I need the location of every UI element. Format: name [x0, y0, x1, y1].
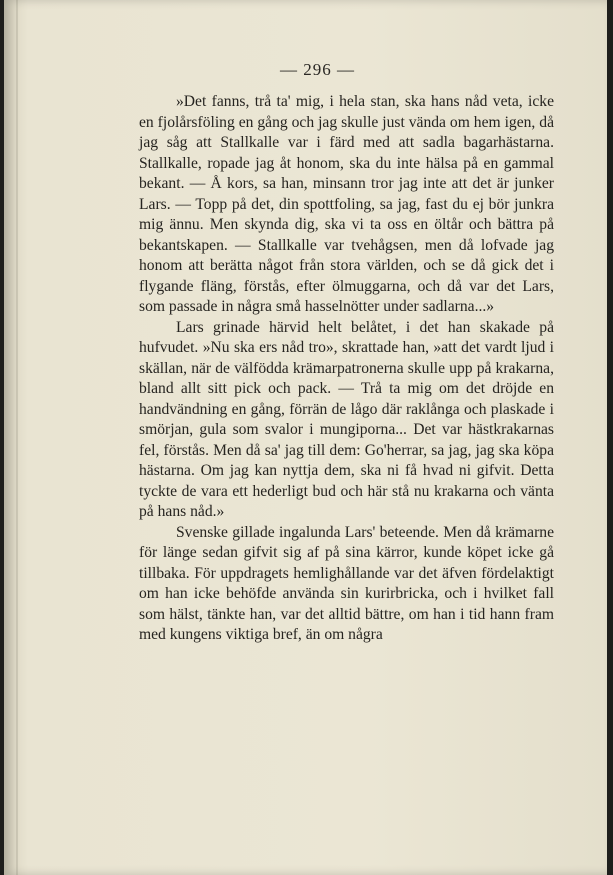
paragraph-1: »Det fanns, trå ta' mig, i hela stan, ska hans nåd veta, icke en fjolårsföling en gång och jag skulle just vända om hem igen, då jag såg att Stallkalle var i färd med att sadla bagarhästarna. Stallkalle, ropade jag åt honom, ska du inte hälsa på en gammal bekant. — Å kors, sa han, minsann tror jag inte att det är junker Lars. — Topp på det, din spottfoling, sa jag, fast du ej bör junkra mig ännu. Men skynda dig, ska vi ta oss en öltår och bättra på bekantskapen. — Stallkalle var tvehågsen, men då lofvade jag honom att berätta något från stora världen, och se då gick det i flygande fläng, förstås, efter ölmuggarna, och då var det Lars, som passade in några små hasselnötter under sadlarna...» — [139, 93, 554, 315]
page-number: — 296 — — [280, 60, 355, 79]
paragraph-2: Lars grinade härvid helt belåtet, i det han skakade på hufvudet. »Nu ska ers nåd tro», skrattade han, »att det vardt ljud i skällan, när de välfödda krämarpatronerna skulle upp på krakarna, bland allt sitt pick och pack. — Trå ta mig om det dröjde en handvändning en gång, förrän de lågo där raklånga och plaskade i smörjan, gula som svalor i mungiporna... Det var hästkrakarnas fel, förstås. Men då sa' jag till dem: Go'herrar, sa jag, jag ska köpa hästarna. Om jag kan nyttja dem, ska ni få hvad ni gifvit. Detta tyckte de vara ett hederligt bud och här stå nu krakarna och vänta på hans nåd.» — [139, 318, 554, 520]
body-text — [139, 92, 554, 646]
book-page — [4, 0, 607, 875]
page-gutter — [16, 0, 18, 875]
paragraph-3: Svenske gillade ingalunda Lars' beteende. Men då krämarne för länge sedan gifvit sig af på sina kärror, kunde köpet icke gå tillbaka. För uppdragets hemlighållande var det äfven fördelaktigt om han icke behöfde använda sin kurirbricka, och i hvilket fall som hälst, tänkte han, var det alltid bättre, om han i tid hann fram med kungens viktiga bref, än om några — [139, 523, 554, 643]
